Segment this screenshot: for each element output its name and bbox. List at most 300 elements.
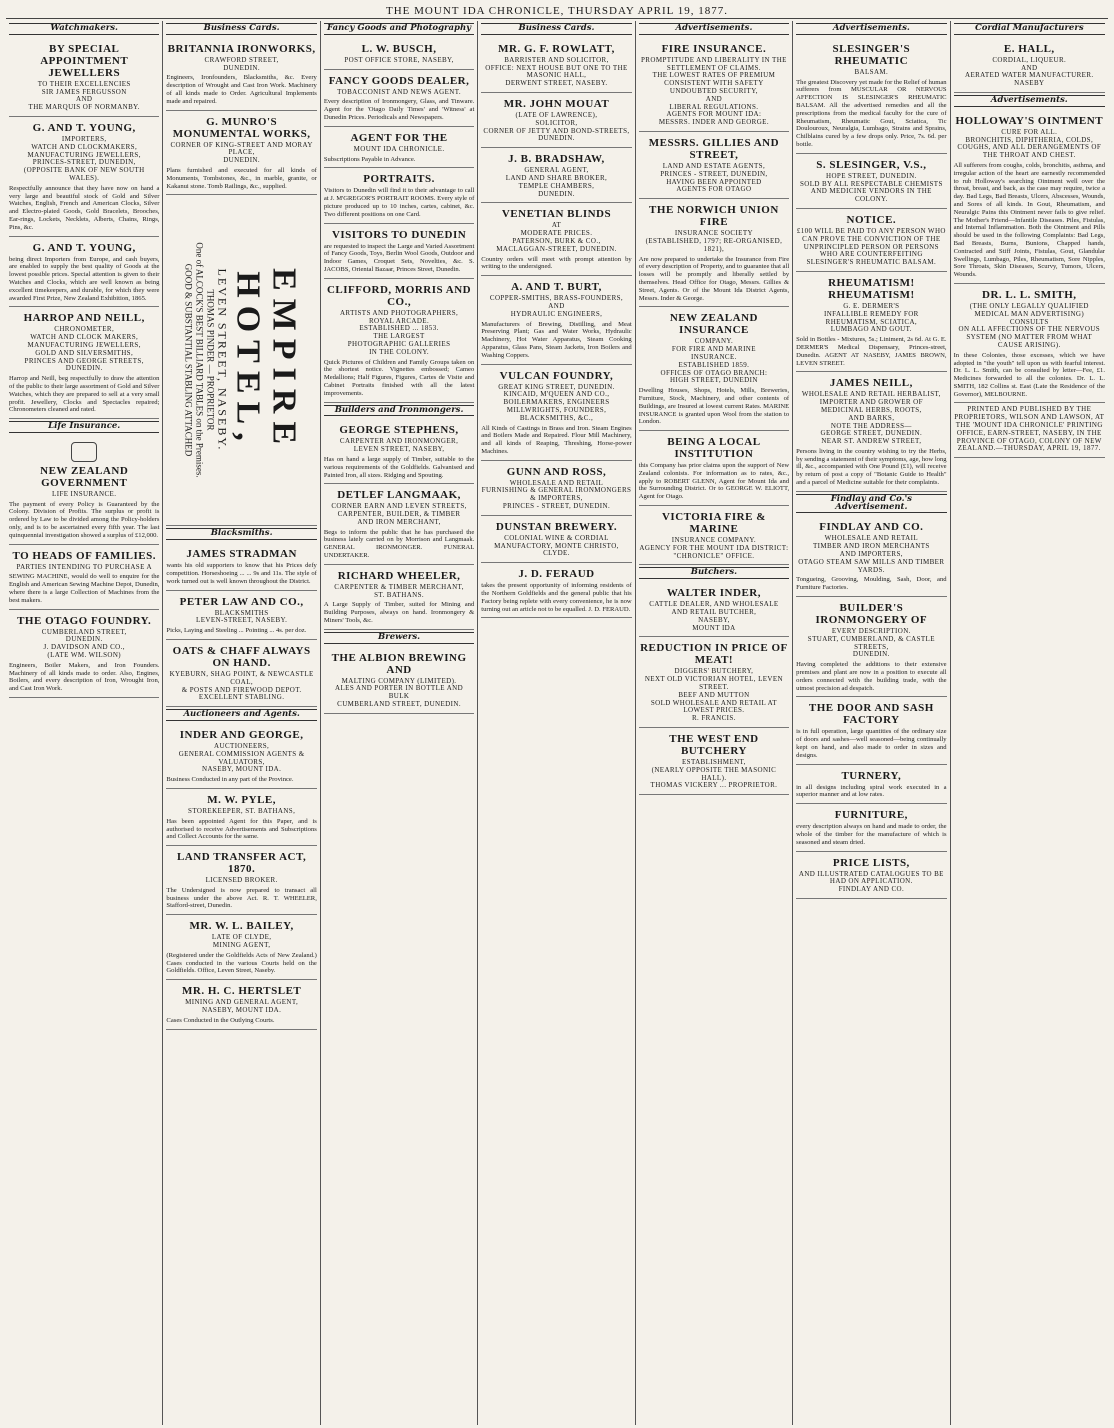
ad-line: EXCELLENT STABLING.: [198, 693, 285, 702]
ad-line: MANUFACTURING JEWELLERS,: [27, 150, 141, 159]
ad-line: MILLWRIGHTS, FOUNDERS, BLACKSMITHS, &C.,: [506, 405, 607, 422]
ad-line: CARPENTER AND IRONMONGER,: [339, 437, 459, 446]
section-heading: Blacksmiths.: [166, 528, 316, 540]
ad-line: ST. BATHANS.: [374, 590, 425, 599]
ad-line: PROMPTITUDE AND LIBERALITY IN THE: [641, 55, 787, 64]
ad-body: wants his old supporters to know that his Prices defy competition. Horseshoeing ... ... 9s and 11s. The style of work turned out is well known throughout the District.: [166, 562, 317, 585]
ad-line: R. FRANCIS.: [691, 714, 736, 723]
ad-line: ESTABLISHED 1859.: [678, 360, 750, 369]
ad-line: AND IRON MERCHANT,: [357, 517, 441, 526]
ad-line: IN THE COLONY.: [369, 347, 430, 356]
ad-headline: BEING A LOCAL INSTITUTION: [667, 436, 761, 461]
ad-body: every description always on hand and made to order, the whole of the timber for the manufacture of which is seasoned and steam dried.: [796, 823, 947, 846]
advertisement: [796, 38, 946, 154]
ad-line: ESTABLISHMENT,: [682, 758, 746, 767]
ad-body: Subscriptions Payable in Advance.: [323, 155, 416, 163]
ad-line: PRINTED AND PUBLISHED BY THE PROPRIETORS, WILSON AND LAWSON, AT THE 'MOUNT IDA CHRONICLE' PRINTING OFFICE, EARN-STREET, NASEBY, IN THE PROVINCE OF OTAGO, COLONY OF NEW ZEALAND.—THURSDAY, APRIL 19, 1877.: [954, 405, 1105, 453]
advertisement: [9, 237, 159, 308]
advertisement: [9, 307, 159, 419]
section-heading: Findlay and Co.'s Advertisement.: [796, 494, 946, 514]
ad-line: MINING AGENT,: [212, 941, 271, 950]
advertisement: [324, 70, 474, 127]
ad-line: (OPPOSITE BANK OF NEW SOUTH WALES).: [23, 166, 145, 182]
column: [321, 21, 478, 1425]
ad-body: Harrop and Neill, beg respectfully to draw the attention of the public to their large assortment of Gold and Silver Watches, which they are prepared to sell at a very small profit. Jewellery, Clocks and Spectacles repaired; Chronometers cleaned and rated.: [9, 375, 160, 414]
ad-line: AGENTS FOR MOUNT IDA:: [666, 110, 762, 119]
ad-line: HAVING BEEN APPOINTED: [666, 177, 762, 186]
ad-line: LUMBAGO AND GOUT.: [830, 325, 912, 334]
ad-line: POST OFFICE STORE, NASEBY,: [344, 55, 454, 64]
advertisement: [796, 697, 946, 764]
advertisement: [166, 640, 316, 707]
section-heading: Builders and Ironmongers.: [324, 405, 474, 417]
ad-line: & POSTS AND FIREWOOD DEPOT.: [181, 685, 302, 694]
ad-headline: THE NORWICH UNION FIRE: [649, 204, 779, 229]
ad-line: AT: [551, 221, 562, 230]
ad-headline: VULCAN FOUNDRY,: [499, 369, 614, 382]
advertisement: [639, 582, 789, 637]
ad-body: Tongueing, Grooving, Moulding, Sash, Door, and Furniture Factories.: [796, 576, 947, 592]
ad-headline: NEW ZEALAND GOVERNMENT: [40, 464, 129, 489]
ad-line: OTAGO STEAM SAW MILLS AND TIMBER YARDS.: [798, 557, 945, 574]
ad-line: PRINCES - STREET, DUNEDIN,: [660, 169, 768, 178]
ad-line: AND BARKS,: [848, 413, 895, 422]
ad-line: TEMPLE CHAMBERS,: [518, 181, 595, 190]
advertisement: [166, 789, 316, 846]
section-heading: Business Cards.: [481, 23, 631, 35]
ad-headline: S. SLESINGER, V.S.,: [816, 158, 927, 171]
ad-line: INSURANCE COMPANY.: [671, 536, 757, 545]
ad-line: BALSAM.: [854, 67, 889, 76]
ad-headline: FURNITURE,: [834, 809, 908, 822]
ad-line: CONSISTENT WITH SAFETY: [664, 79, 764, 88]
ad-line: (THE ONLY LEGALLY QUALIFIED MEDICAL MAN ADVERTISING): [969, 301, 1089, 318]
ad-line: BEEF AND MUTTON: [678, 690, 750, 699]
ad-body: are requested to inspect the Large and Varied Assortment of Fancy Goods, Toys, Berlin Wool Goods, Outdoor and Indoor Games, Croquet Sets, Novelties, &c. S. JACOBS, Oriental Bazaar, Princes Street, Dunedin.: [323, 242, 475, 273]
ad-body: A Large Supply of Timber, suited for Mining and Building Purposes, always on hand. Ironmongery & Miners' Tools, &c.: [323, 601, 475, 625]
advertisement: [481, 365, 631, 461]
ad-line: INSURANCE.: [691, 352, 737, 361]
ad-line: IMPORTERS,: [61, 134, 107, 143]
ad-line: NASEBY,: [698, 615, 730, 624]
ad-line: THE LOWEST RATES OF PREMIUM: [652, 71, 776, 80]
ad-line: MEDICINAL HERBS, ROOTS,: [820, 405, 922, 414]
ad-line: CORNER OF JETTY AND BOND-STREETS,: [483, 126, 630, 135]
ad-line: PRINCES AND GEORGE STREETS,: [24, 356, 144, 365]
column: [793, 21, 950, 1425]
advertisement: [639, 38, 789, 132]
ad-headline: GUNN AND ROSS,: [506, 465, 607, 478]
section-heading: Butchers.: [639, 567, 789, 579]
ad-headline: NOTICE.: [846, 213, 897, 226]
ad-line: SETTLEMENT OF CLAIMS.: [666, 63, 761, 72]
advertisement: [324, 419, 474, 484]
ad-line: NASEBY, MOUNT IDA.: [201, 1006, 282, 1015]
ad-headline: THE DOOR AND SASH FACTORY: [808, 702, 934, 727]
ad-line: CARPENTER, BUILDER, & TIMBER: [337, 510, 461, 519]
ad-body: Sold in Bottles - Mixtures, 5s.; Liniment, 2s 6d. At G. E. DERMER'S Medical Dispensary, Princes-street, Dunedin. AGENT AT NASEBY, JAMES BROWN, LEVEN STREET.: [796, 336, 947, 367]
ad-line: HYDRAULIC ENGINEERS,: [510, 309, 603, 318]
ad-headline: INDER AND GEORGE,: [179, 728, 304, 741]
ad-headline: FINDLAY AND CO.: [819, 521, 924, 534]
advertisement: [481, 148, 631, 203]
ad-line: ALES AND PORTER IN BOTTLE AND BULK: [335, 684, 464, 701]
advertisement: [639, 637, 789, 728]
ad-line: AERATED WATER MANUFACTURER.: [964, 71, 1094, 80]
ad-line: BARRISTER AND SOLICITOR,: [504, 55, 609, 64]
ad-line: DUNEDIN.: [538, 189, 575, 198]
ad-headline: FANCY GOODS DEALER,: [328, 74, 470, 87]
ad-headline: GEORGE STEPHENS,: [339, 424, 459, 437]
ad-headline: RHEUMATISM! RHEUMATISM!: [828, 276, 915, 301]
advertisement: [324, 168, 474, 223]
ad-line: AND: [76, 95, 93, 104]
advertisement: [481, 203, 631, 276]
section-heading: Advertisements.: [954, 95, 1105, 107]
advertisement: [324, 484, 474, 565]
ad-headline: AGENT FOR THE: [350, 131, 448, 144]
ad-line: LIFE INSURANCE.: [52, 489, 117, 498]
ad-line: MALTING COMPANY (LIMITED).: [341, 676, 457, 685]
section-heading: Auctioneers and Agents.: [166, 709, 316, 721]
advertisement: [9, 117, 159, 237]
advertisement: [481, 93, 631, 148]
ad-line: SIR JAMES FERGUSSON: [41, 87, 127, 96]
ad-line: PATERSON, BURK & CO.,: [512, 236, 601, 245]
ad-line: HIGH STREET, DUNEDIN: [670, 376, 758, 385]
advertisement: [166, 980, 316, 1029]
advertisement: [324, 38, 474, 70]
rotated-ad-line: THOMAS PINDER — PROPRIETOR: [205, 289, 216, 431]
ad-body: SEWING MACHINE, would do well to enquire for the English and American Sewing Machine Depot, Dunedin, where there is a large Collection of Machines from the best makers.: [9, 573, 160, 604]
ad-line: UNDOUBTED SECURITY,: [669, 86, 758, 95]
rotated-ad-line: LEVEN STREET, NASEBY.: [215, 268, 230, 452]
ad-headline: VISITORS TO DUNEDIN: [331, 228, 467, 241]
ad-headline: THE WEST END BUTCHERY: [669, 733, 759, 758]
ad-line: KYEBURN, SHAG POINT, & NEWCASTLE COAL,: [169, 669, 314, 686]
ad-body: Country orders will meet with prompt attention by writing to the undersigned.: [481, 255, 632, 271]
advertisement: [481, 461, 631, 516]
ad-line: AND ILLUSTRATED CATALOGUES TO BE HAD ON APPLICATION.: [798, 869, 944, 886]
advertisement: [166, 38, 316, 111]
ad-headline: WALTER INDER,: [666, 587, 761, 600]
ad-body: Engineers, Boiler Makers, and Iron Founders. Machinery of all kinds made to order. Also, Engines, Boilers, and every description of Iron, Wrought Iron, and Cast Iron Work.: [9, 661, 160, 693]
ad-headline: TO HEADS OF FAMILIES.: [12, 549, 156, 562]
masthead: THE MOUNT IDA CHRONICLE, THURSDAY APRIL 19, 1877.: [6, 4, 1108, 19]
ad-line: STOREKEEPER, ST. BATHANS,: [188, 806, 296, 815]
ad-body: Has been appointed Agent for this Paper, and is authorised to receive Advertisements and Subscriptions and Collect Accounts for the same.: [166, 817, 317, 841]
advertisement: [639, 307, 789, 431]
section-heading: Advertisements.: [796, 23, 946, 35]
ad-line: J. DAVIDSON AND CO.,: [43, 643, 125, 652]
ad-headline: BUILDER'S IRONMONGERY OF: [815, 602, 928, 627]
ad-line: CUMBERLAND STREET, DUNEDIN.: [337, 700, 461, 709]
ad-line: AND IMPORTERS,: [839, 550, 903, 559]
advertisement: [639, 728, 789, 795]
ad-line: DUNEDIN.: [852, 650, 890, 659]
advertisement: [639, 431, 789, 506]
advertisement: [796, 154, 946, 209]
ad-line: NASEBY, MOUNT IDA.: [201, 765, 282, 774]
advertisement: [639, 199, 789, 307]
ad-line: SOLD BY ALL RESPECTABLE CHEMISTS AND MEDICINE VENDORS IN THE COLONY.: [799, 179, 943, 204]
ad-headline: BRITANNIA IRONWORKS,: [167, 42, 316, 55]
ad-line: INFALLIBLE REMEDY FOR: [823, 309, 919, 318]
ad-line: COMPANY.: [694, 337, 734, 346]
ad-body: Cases Conducted in the Outlying Courts.: [166, 1016, 275, 1024]
ad-line: THE MARQUIS OF NORMANBY.: [28, 103, 140, 112]
ad-line: INSURANCE SOCIETY: [674, 229, 753, 238]
ad-line: LEVEN-STREET, NASEBY.: [196, 616, 288, 625]
ad-line: AND: [1021, 63, 1038, 72]
ad-headline: M. W. PYLE,: [207, 793, 277, 806]
ad-line: GENERAL COMMISSION AGENTS & VALUATORS,: [178, 749, 305, 766]
advertisement: [481, 563, 631, 618]
ad-body: Manufacturers of Brewing, Distilling, and Meat Preserving Plant; Gas and Water Works, Hydraulic Machinery, Hot Water Apparatus, Steam Cooking Apparatus, Glass Pans, Steam Jackets, Iron Boilers and Washing Coppers.: [481, 320, 632, 359]
ad-line: CURE FOR ALL.: [1001, 127, 1058, 136]
ad-body: this Company has prior claims upon the support of New Zealand colonists. For information as to rates, &c., apply to ROBERT GLENN, Agent for Mount Ida and the Surrounding District. Or to GEORGE W. ELIOTT, Agent for Otago.: [638, 462, 790, 501]
ad-body: The Undersigned is now prepared to transact all business under the above Act. R. T. WHEELER, Stafford-street, Dunedin.: [166, 886, 317, 910]
ad-line: MOUNT IDA CHRONICLE.: [353, 144, 445, 153]
ad-line: AUCTIONEERS,: [214, 741, 270, 750]
ad-line: CUMBERLAND STREET,: [41, 627, 127, 636]
ad-line: PHOTOGRAPHIC GALLERIES: [347, 339, 451, 348]
ad-line: TOBACCONIST AND NEWS AGENT.: [337, 87, 462, 96]
ad-headline: J. D. FERAUD: [518, 568, 595, 581]
coat-of-arms-icon: [71, 442, 97, 462]
ad-line: AGENCY FOR THE MOUNT IDA DISTRICT:: [639, 543, 789, 552]
ad-line: WATCH AND CLOCK MAKERS,: [30, 333, 139, 342]
ad-line: CRAWFORD STREET,: [204, 55, 279, 64]
advertisement: [481, 516, 631, 563]
advertisement: [9, 610, 159, 698]
ad-line: MOUNT IDA: [692, 623, 736, 632]
advertisement: [9, 436, 159, 545]
ad-line: NEAR ST. ANDREW STREET,: [821, 437, 922, 446]
columns: [6, 21, 1108, 1425]
ad-line: STUART, CUMBERLAND, & CASTLE STREETS,: [807, 634, 935, 651]
advertisement: [954, 284, 1105, 404]
ad-line: BLACKSMITHS: [214, 608, 269, 617]
column: [478, 21, 635, 1425]
ad-line: MACLAGGAN-STREET, DUNEDIN.: [496, 244, 617, 253]
ad-body: is in full operation, large quantities of the ordinary size of doors and sashes—well seasoned—being continually kept on hand, and also made to order in sizes and designs.: [796, 728, 947, 759]
advertisement: [796, 272, 946, 372]
rotated-ad-line: One of ALCOCK'S BEST BILLIARD TABLES on the Premises.: [194, 242, 205, 479]
ad-body: in all designs including spiral work executed in a superior manner and at low rates.: [796, 783, 947, 799]
ad-body: Having completed the additions to their extensive premises and plant are now in a position to execute all orders connected with the building trade, with the utmost precision ad despatch.: [796, 661, 947, 692]
ad-headline: G. AND T. YOUNG,: [32, 121, 136, 134]
column: [636, 21, 793, 1425]
ad-line: (ESTABLISHED, 1797; RE-ORGANISED, 1821),: [645, 236, 783, 253]
advertisement: [166, 915, 316, 980]
ad-line: ARTISTS AND PHOTOGRAPHERS,: [339, 308, 459, 317]
section-heading: Life Insurance.: [9, 421, 159, 433]
ad-headline: HOLLOWAY'S OINTMENT: [955, 114, 1104, 127]
ad-line: CATTLE DEALER, AND WHOLESALE: [649, 600, 779, 609]
rotated-ad-inner: [182, 200, 301, 520]
advertisement: [324, 127, 474, 169]
rotated-hotel-ad: [166, 195, 316, 526]
ad-body: being direct Importers from Europe, and cash buyers, are enabled to supply the best quality of Goods at the lowest possible prices. Special attention is given to their Watches and Clocks, which are well known as being excellent timekeepers, and durable, for which they were awarded First Prize, New Zealand Exhibition, 1865.: [9, 255, 160, 302]
ad-headline: BY SPECIAL APPOINTMENT JEWELLERS: [40, 42, 129, 79]
ad-line: PARTIES INTENDING TO PURCHASE A: [16, 562, 152, 571]
ad-line: HOPE STREET, DUNEDIN.: [825, 171, 917, 180]
ad-line: DUNEDIN.: [65, 635, 103, 644]
ad-line: SOLD WHOLESALE AND RETAIL AT LOWEST PRICES.: [650, 698, 777, 715]
ad-headline: PETER LAW AND CO.,: [179, 595, 304, 608]
ad-line: DUNEDIN.: [223, 63, 261, 72]
ad-headline: MR. JOHN MOUAT: [503, 97, 610, 110]
ad-line: GREAT KING STREET, DUNEDIN.: [498, 382, 615, 391]
ad-headline: VENETIAN BLINDS: [501, 208, 612, 221]
advertisement: [796, 804, 946, 851]
ad-headline: G. MUNRO'S MONUMENTAL WORKS,: [172, 115, 311, 140]
ad-line: (NEARLY OPPOSITE THE MASONIC HALL).: [651, 765, 777, 782]
ad-headline: RICHARD WHEELER,: [337, 569, 461, 582]
ad-body: Begs to inform the public that he has purchased the business lately carried on by Morrison and Langmaak. GENERAL IRONMONGER. FUNERAL UNDERTAKER.: [323, 528, 475, 560]
ad-line: OFFICE: NEXT HOUSE BUT ONE TO THE MASONIC HALL,: [485, 63, 628, 80]
ad-headline: TURNERY,: [841, 769, 902, 782]
ad-body: All Kinds of Castings in Brass and Iron. Steam Engines and Boilers Made and Repaired. Flour Mill Machinery, and all kinds of Reaping, Threshing, Horse-power Machines.: [481, 424, 632, 455]
ad-line: WHOLESALE AND RETAIL HERBALIST,: [801, 390, 941, 399]
ad-line: MESSRS. INDER AND GEORGE.: [658, 118, 769, 127]
ad-body: Every description of Ironmongery, Glass, and Tinware. Agent for the 'Otago Daily Times' and 'Witness' at Dunedin Prices. Periodicals and Newspapers.: [323, 98, 475, 121]
ad-line: MODERATE PRICES.: [520, 229, 593, 238]
advertisement: [166, 543, 316, 590]
advertisement: [954, 110, 1105, 284]
ad-line: BOILERMAKERS, ENGINEERS: [503, 398, 610, 407]
ad-headline: THE ALBION BREWING AND: [331, 651, 467, 676]
ad-line: DUNEDIN.: [538, 134, 575, 143]
section-heading: Fancy Goods and Photography: [324, 23, 474, 35]
ad-line: CARPENTER & TIMBER MERCHANT,: [334, 582, 464, 591]
ad-line: MINING AND GENERAL AGENT,: [185, 998, 299, 1007]
ad-line: DIGGERS' BUTCHERY,: [674, 667, 754, 676]
advertisement: [166, 591, 316, 640]
ad-line: (LATE WM. WILSON): [47, 651, 122, 660]
ad-body: Respectfully announce that they have now on hand a very large and beautiful stock of Gold and Silver Watches, English, French and American Clocks, Silver and Electro-plated Goods, Gold Bracelets, Brooches, Ear-rings, Lockets, Necklets, Alberts, Chains, Rings, Pins, &c.: [9, 184, 160, 231]
ad-headline: VICTORIA FIRE & MARINE: [661, 511, 766, 536]
advertisement: [324, 565, 474, 630]
ad-headline: A. AND T. BURT,: [511, 281, 602, 294]
ad-body: Are now prepared to undertake the Insurance from Fire of every description of Property, and to guarantee that all losses will be promptly and liberally settled by themselves. Head Office for Otago, Messrs. Gillies & Street, Agents. Or of the Mount Ida District Agents, Messrs. Inder & George.: [638, 255, 790, 302]
ad-line: TIMBER AND IRON MERCHANTS: [812, 542, 930, 551]
ad-line: CONSULTS: [1009, 317, 1049, 326]
advertisement: [9, 545, 159, 610]
ad-line: LEVEN STREET, NASEBY,: [353, 445, 445, 454]
ad-headline: JAMES NEILL,: [829, 377, 913, 390]
ad-line: CORNER EARN AND LEVEN STREETS,: [331, 502, 467, 511]
ad-line: LICENSED BROKER.: [205, 876, 278, 885]
ad-headline: JAMES STRADMAN: [186, 548, 297, 561]
advertisement: [481, 276, 631, 364]
column: [163, 21, 320, 1425]
ad-line: GENERAL AGENT,: [524, 166, 589, 175]
section-heading: Cordial Manufacturers: [954, 23, 1105, 35]
ad-headline: E. HALL,: [1003, 42, 1055, 55]
ad-headline: HARROP AND NEILL,: [23, 312, 145, 325]
ad-line: AND RETAIL BUTCHER,: [671, 608, 757, 617]
rotated-ad-line: GOOD & SUBSTANTIAL STABLING ATTACHED: [183, 264, 194, 457]
ad-line: CORDIAL, LIQUEUR.: [992, 55, 1067, 64]
section-heading: Brewers.: [324, 632, 474, 644]
ad-headline: G. AND T. YOUNG,: [32, 241, 136, 254]
ad-headline: FIRE INSURANCE.: [661, 42, 767, 55]
section-heading: Watchmakers.: [9, 23, 159, 35]
ad-body: Persons living in the country wishing to try the Herbs, by sending a statement of their symptoms, age, how long ill, &c., accompanied with One Pound (£1), will receive by return of post a copy of "Botanic Guide to Health" and a parcel of Medicine suitable for their complaints.: [796, 447, 947, 487]
ad-headline: MR. W. L. BAILEY,: [189, 920, 294, 933]
ad-headline: THE OTAGO FOUNDRY.: [17, 614, 152, 627]
advertisement: [9, 38, 159, 117]
ad-headline: DETLEF LANGMAAK,: [337, 489, 461, 502]
ad-line: AGENTS FOR OTAGO: [676, 185, 752, 194]
ad-body: Picks, Laying and Steeling ... Pointing ... 4s. per doz.: [166, 627, 307, 635]
advertisement: [796, 765, 946, 805]
advertisement: [954, 403, 1105, 458]
ad-headline: PORTRAITS.: [363, 173, 435, 186]
ad-line: CHRONOMETER,: [54, 325, 115, 334]
ad-body: (Registered under the Goldfields Acts of New Zealand.) Cases conducted in the various Courts held on the Goldfields. Office, Leven Street, Naseby.: [166, 951, 317, 975]
ad-line: PRINCES-STREET, DUNEDIN,: [32, 158, 136, 167]
ad-line: CLYDE.: [543, 549, 570, 558]
ad-body: Plans furnished and executed for all kinds of Monuments, Tombstones, &c., in marble, granite, or Kakanui stone. Tomb Railings, &c., supplied.: [166, 166, 317, 190]
advertisement: [166, 846, 316, 915]
advertisement: [166, 724, 316, 789]
ad-headline: DUNSTAN BREWERY.: [495, 520, 618, 533]
advertisement: [324, 279, 474, 403]
ad-headline: MR. H. C. HERTSLET: [182, 985, 302, 998]
ad-line: LAND AND SHARE BROKER,: [505, 173, 608, 182]
ad-line: RHEUMATISM, SCIATICA,: [825, 317, 918, 326]
advertisement: [639, 506, 789, 565]
ad-line: COLONIAL WINE & CORDIAL MANUFACTORY, MONTE CHRISTO,: [494, 533, 619, 550]
ad-body: Dwelling Houses, Shops, Hotels, Mills, Breweries, Furniture, Stock, Machinery, and other contents of Buildings, are Insured at lowest current Rates. MARINE INSURANCE is granted upon Wool from the station to London.: [638, 387, 790, 426]
advertisement: [324, 224, 474, 279]
ad-body: In these Colonies, those excesses, which we have adopted in "the youth" tell upon us with fearful interest. Dr. L. L. Smith, can be consulted by letter—Fee, £1. Medicines forwarded to all the colonies. Dr. L. L. SMITH, 182 Collins st. East (Late the Residence of the Governor), MELBOURNE.: [953, 351, 1105, 398]
advertisement: [796, 852, 946, 899]
ad-line: LATE OF CLYDE,: [211, 933, 272, 942]
ad-line: WHOLESALE AND RETAIL: [824, 534, 919, 543]
ad-line: DUNEDIN.: [65, 364, 103, 373]
ad-headline: MR. G. F. ROWLATT,: [498, 42, 615, 55]
ad-body: Has on hand a large supply of Timber, suitable to the various requirements of the Goldfields. Galvanised and Painted Iron, all sizes. Ridging and Spouting.: [323, 455, 475, 479]
ad-headline: J. B. BRADSHAW,: [508, 153, 605, 166]
ad-headline: PRICE LISTS,: [832, 856, 910, 869]
ad-line: ON ALL AFFECTIONS OF THE NERVOUS SYSTEM (NO MATTER FROM WHAT CAUSE ARISING).: [958, 325, 1101, 349]
ad-line: £100 WILL BE PAID TO ANY PERSON WHO CAN PROVE THE CONVICTION OF THE UNPRINCIPLED PERSON OR PERSONS WHO ARE COUNTERFEITING SLESINGER'S RHEUMATIC BALSAM.: [796, 226, 946, 267]
ad-headline: LAND TRANSFER ACT, 1870.: [176, 851, 307, 876]
advertisement: [796, 209, 946, 272]
ad-line: WATCH AND CLOCKMAKERS,: [31, 142, 138, 151]
advertisement: [796, 597, 946, 697]
ad-line: KINCAID, M'QUEEN AND CO.,: [503, 390, 610, 399]
ad-line: DUNEDIN.: [223, 156, 261, 165]
ad-line: THOMAS VICKERY ... PROPRIETOR.: [650, 781, 778, 790]
ad-line: FOR FIRE AND MARINE: [671, 345, 756, 354]
ad-headline: MESSRS. GILLIES AND STREET,: [648, 136, 780, 161]
advertisement: [796, 516, 946, 597]
ad-line: SOLICITOR,: [535, 118, 578, 127]
ad-body: All sufferers from coughs, colds, bronchitis, asthma, and irregular action of the heart are earnestly recommended to rub Holloway's searching Ointment well over the throat, breast, and back, as the case may require, twice a day. Bad Legs, Bad Breasts, Ulcers, Abscesses, Wounds, and Sores of all kinds. In Gout, Rheumatism, and Neuralgic Pains this Ointment never fails to give relief. The Mother's Friend—Infantile Diseases. Piles, Fistulas, and Internal Inflammation. Both the Ointment and Pills should be used in the following Complaints: Bad Legs, Bad Breasts, Burns, Bunions, Chapped hands, Contracted and Stiff Joints, Fistulas, Gout, Glandular Swellings, Lumbago, Piles, Rheumatism, Sore Nipples, Sore Throats, Skin Diseases, Scurvy, Tumors, Ulcers, Wounds.: [953, 161, 1105, 279]
ad-body: Visitors to Dunedin will find it to their advantage to call at J. M'GREGOR'S PORTRAIT ROOMS. Every style of picture produced up to 10 inches, cartes, cabinet, &c. Two different positions on one Card.: [323, 187, 475, 218]
ad-line: LIBERAL REGULATIONS.: [669, 102, 759, 111]
advertisement: [954, 38, 1105, 93]
ad-headline: DR. L. L. SMITH,: [982, 288, 1077, 301]
ad-line: MANUFACTURING JEWELLERS,: [27, 340, 141, 349]
ad-body: takes the present opportunity of informing residents of the Northern Goldfields and the general public that his Factory being replete with every convenience, he is now turning out an article not to be equalled. J. D. FERAUD.: [481, 582, 632, 613]
ad-line: TO THEIR EXCELLENCIES: [37, 79, 131, 88]
